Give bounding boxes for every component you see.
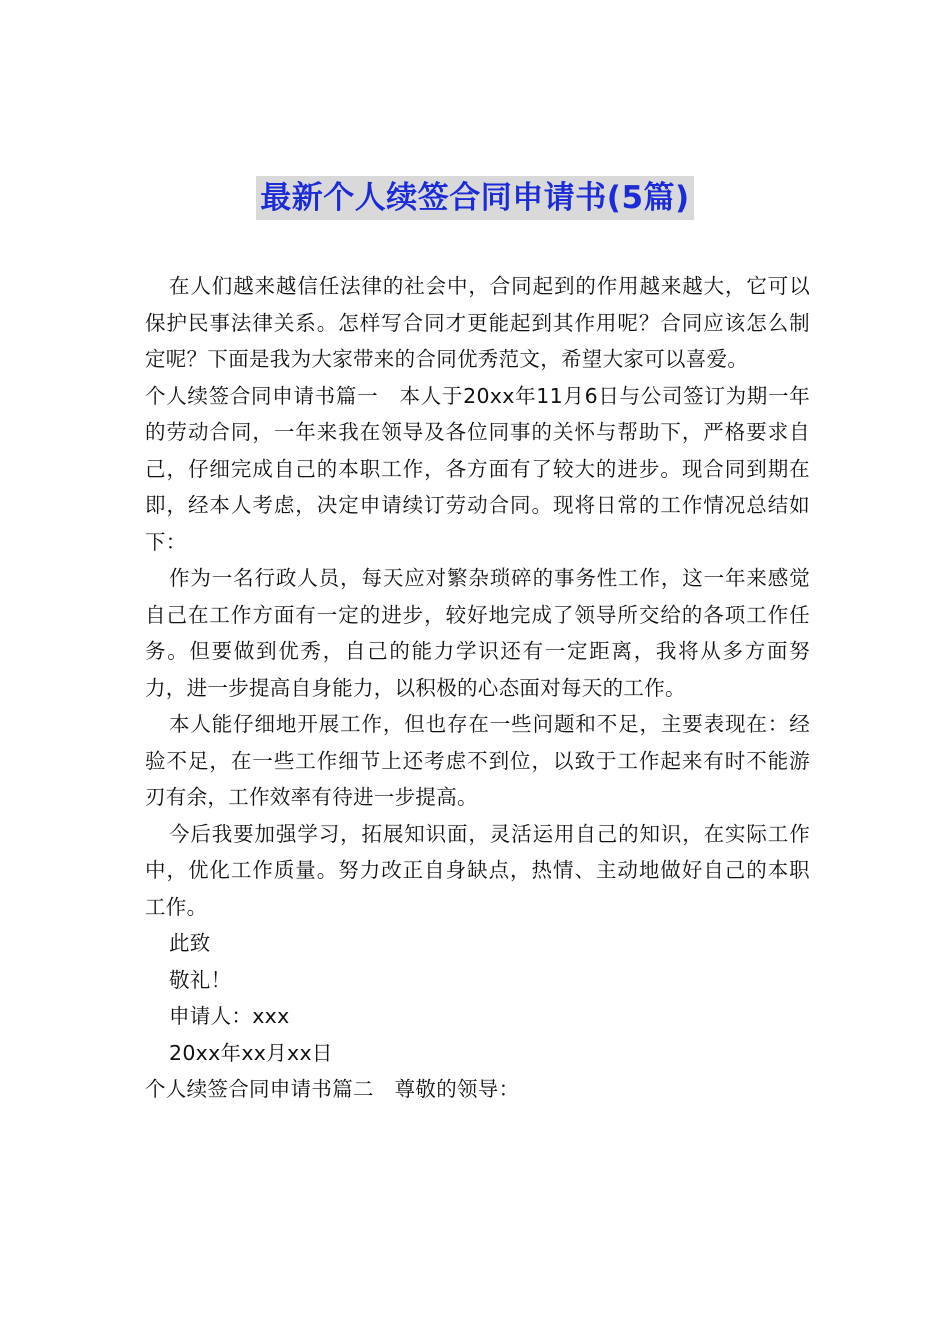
closing-regards: 敬礼！ [169, 967, 232, 992]
intro-paragraph: 在人们越来越信任法律的社会中，合同起到的作用越来越大，它可以保护民事法律关系。怎样写合同才更能起到其作用呢？合同应该怎么制定呢？下面是我为大家带来的合同优秀范文，希望大家可以喜爱。 [145, 274, 810, 371]
future-plan-paragraph: 今后我要加强学习，拓展知识面，灵活运用自己的知识，在实际工作中，优化工作质量。努力改正自身缺点，热情、主动地做好自己的本职工作。 [145, 821, 810, 919]
date-line: 20xx年xx月xx日 [169, 1040, 333, 1065]
section-one-paragraph: 个人续签合同申请书篇一 本人于20xx年11月6日与公司签订为期一年的劳动合同，一年来我在领导及各位同事的关怀与帮助下，严格要求自己，仔细完成自己的本职工作，各方面有了较大的进步。现合同到期在即，经本人考虑，决定申请续订劳动合同。现将日常的工作情况总结如下： [145, 383, 810, 554]
shortcomings-paragraph: 本人能仔细地开展工作，但也存在一些问题和不足，主要表现在：经验不足，在一些工作细节上还考虑不到位，以致于工作起来有时不能游刃有余，工作效率有待进一步提高。 [145, 712, 810, 809]
closing-salutation: 此致 [169, 931, 211, 955]
document-title: 最新个人续签合同申请书(5篇) [256, 176, 693, 220]
applicant-line: 申请人：xxx [169, 1004, 290, 1028]
title-container [0, 176, 950, 220]
document-body [145, 268, 810, 1108]
work-summary-paragraph: 作为一名行政人员，每天应对繁杂琐碎的事务性工作，这一年来感觉自己在工作方面有一定的进步，较好地完成了领导所交给的各项工作任务。但要做到优秀，自己的能力学识还有一定距离，我将从多方面努力，进一步提高自身能力，以积极的心态面对每天的工作。 [145, 566, 810, 700]
section-two-heading: 个人续签合同申请书篇二 尊敬的领导： [145, 1077, 520, 1101]
